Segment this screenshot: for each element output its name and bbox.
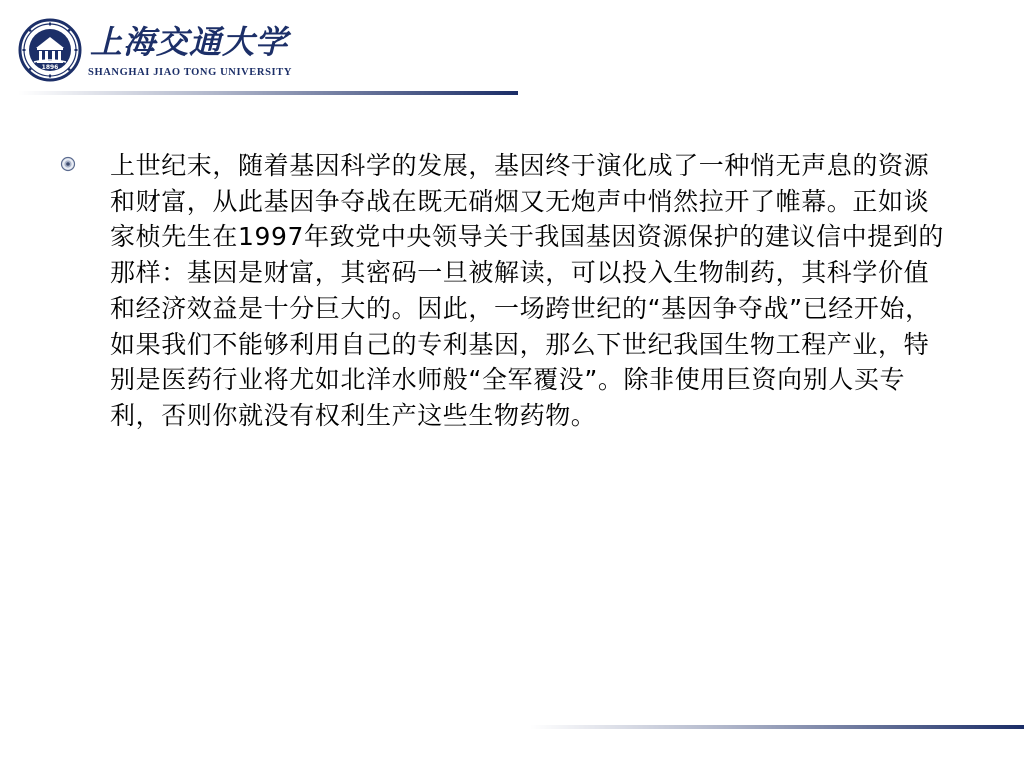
seal-year: 1896 xyxy=(41,64,59,71)
footer-divider xyxy=(530,725,1024,729)
university-wordmark xyxy=(88,22,293,82)
bullet-circle-icon xyxy=(60,156,76,172)
header-divider xyxy=(18,91,518,95)
university-name-cn: 上海交通大学 xyxy=(90,23,289,61)
university-seal-icon xyxy=(18,18,82,82)
university-name-en: SHANGHAI JIAO TONG UNIVERSITY xyxy=(88,67,293,78)
university-logo xyxy=(18,18,293,86)
body-paragraph: 上世纪末，随着基因科学的发展，基因终于演化成了一种悄无声息的资源和财富，从此基因争夺战在既无硝烟又无炮声中悄然拉开了帷幕。正如谈家桢先生在1997年致党中央领导关于我国基因资源保护的建议信中提到的那样：基因是财富，其密码一旦被解读，可以投入生物制药，其科学价值和经济效益是十分巨大的。因此，一场跨世纪的“基因争夺战”已经开始，如果我们不能够利用自己的专利基因，那么下世纪我国生物工程产业，特别是医药行业将尤如北洋水师般“全军覆没”。除非使用巨资向别人买专利，否则你就没有权利生产这些生物药物。 xyxy=(110,151,945,430)
